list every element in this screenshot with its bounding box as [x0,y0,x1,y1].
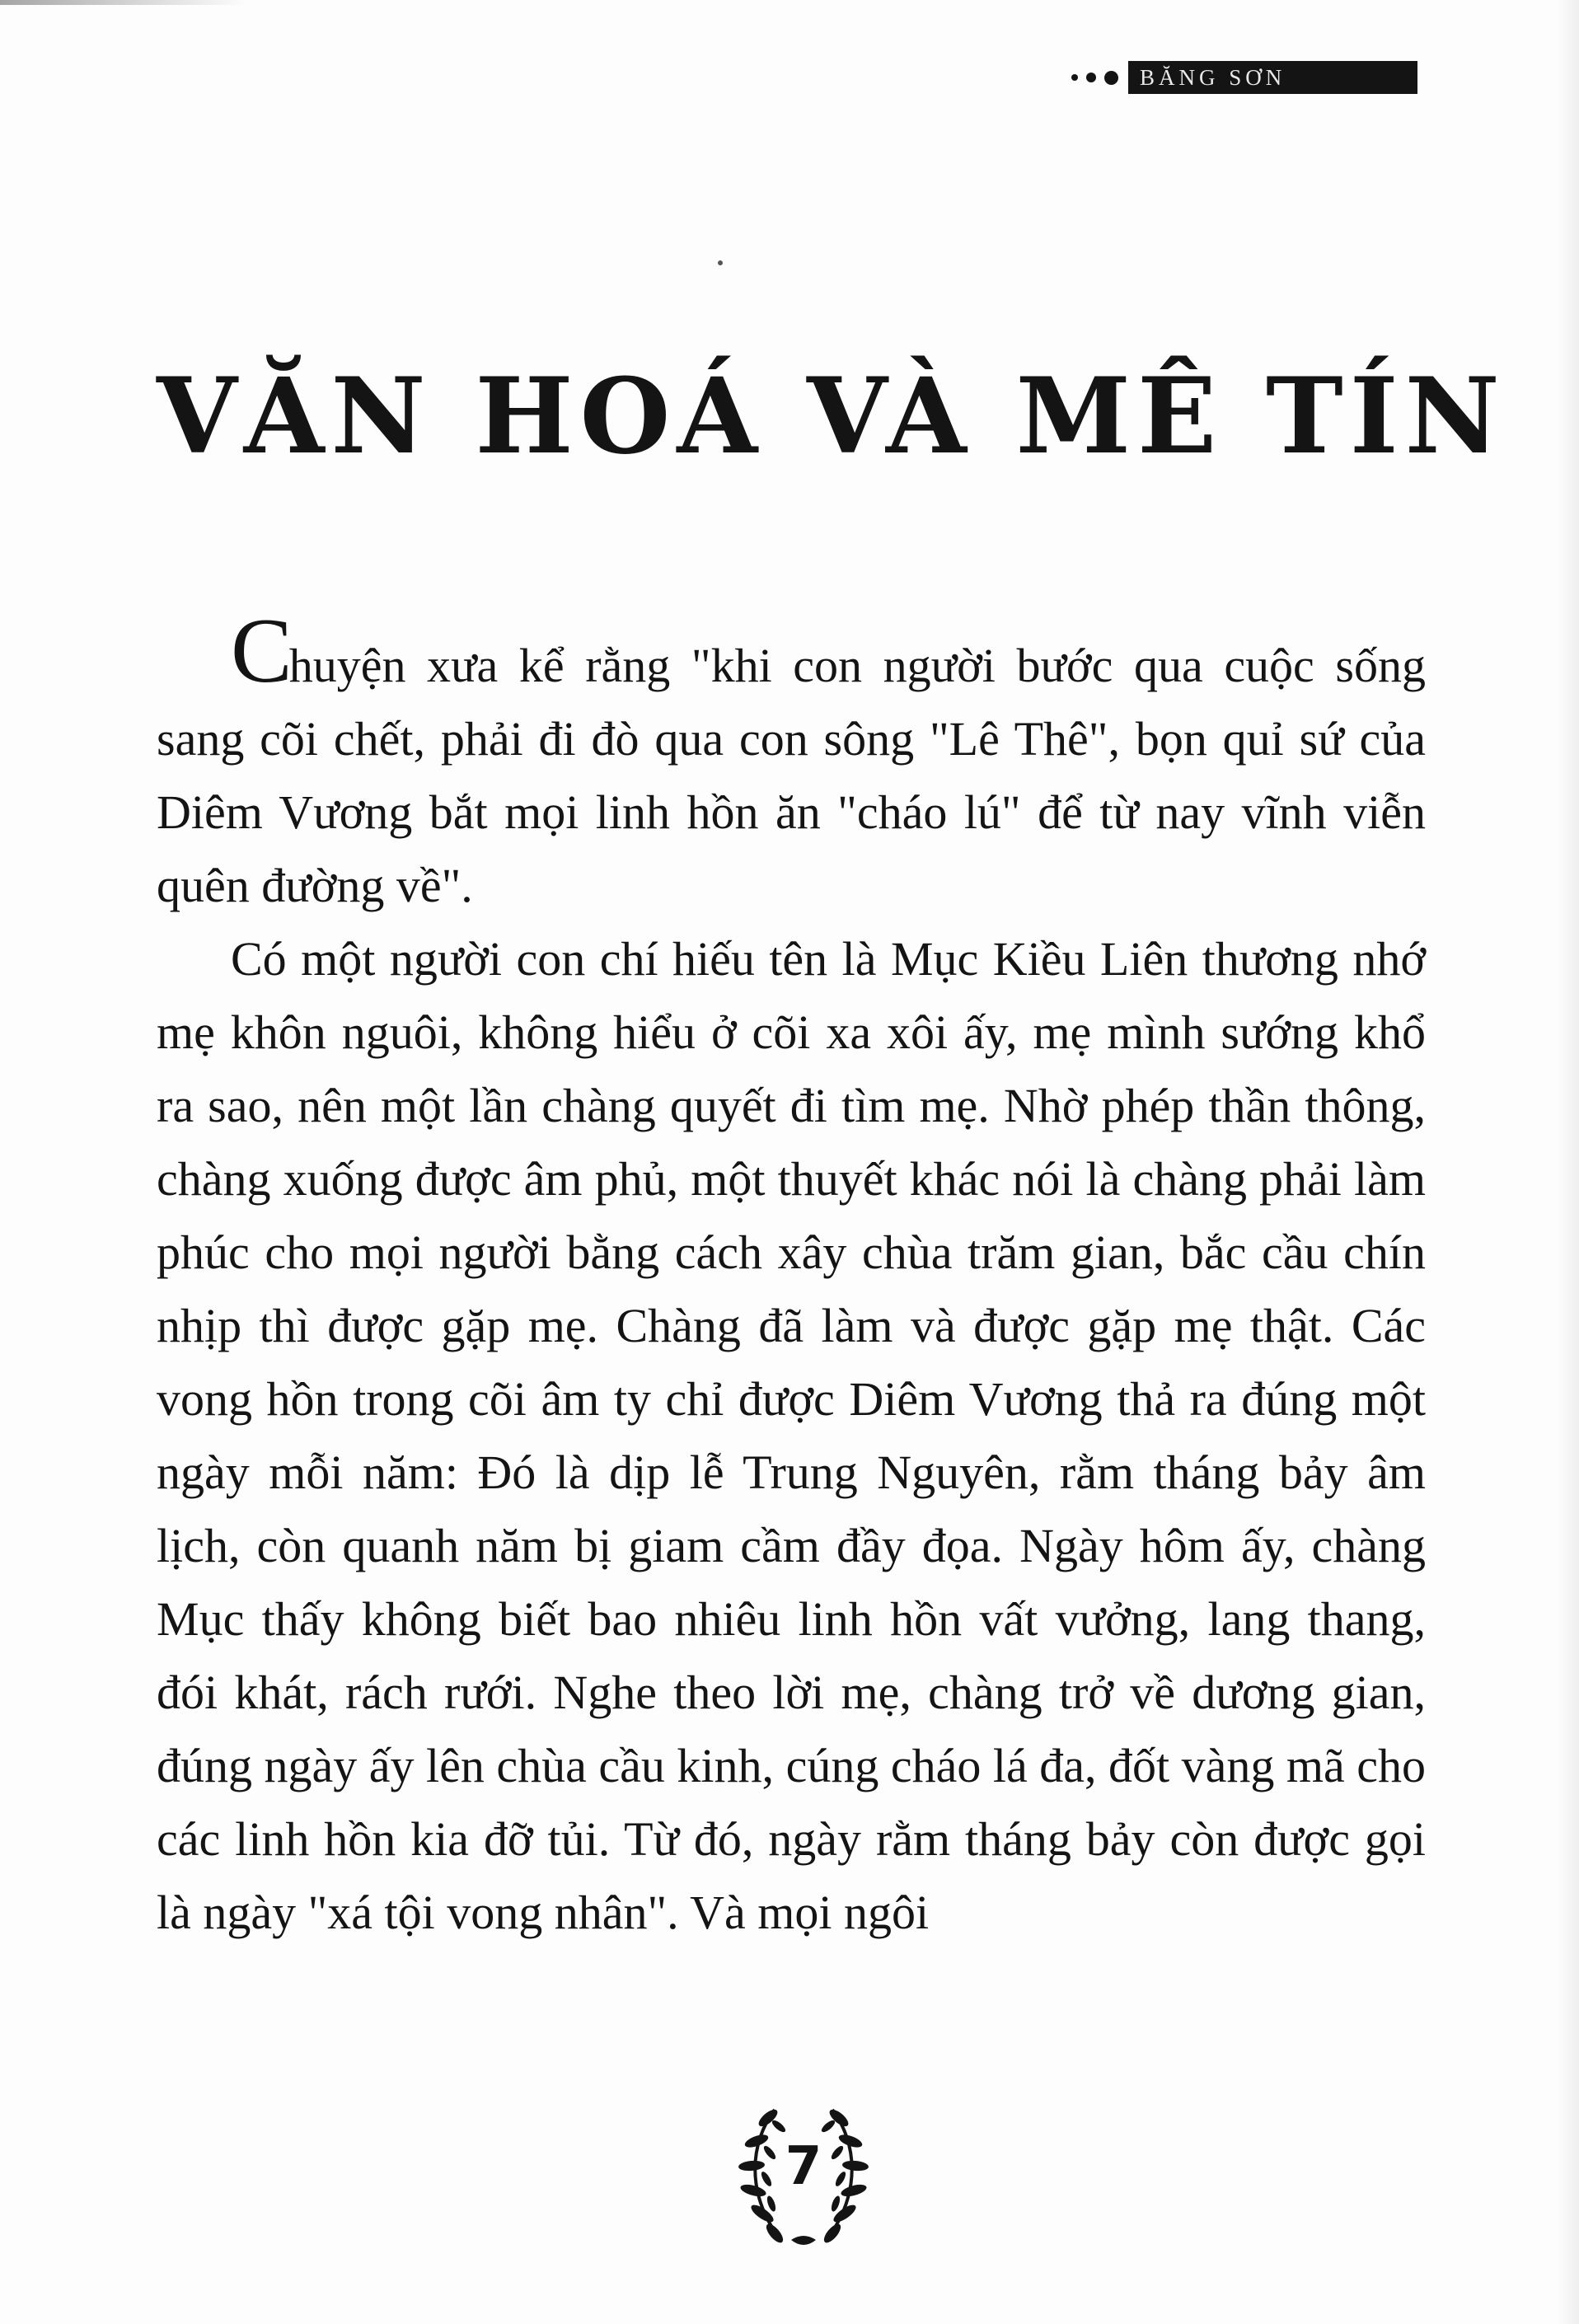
paragraph-1-text: huyện xưa kể rằng "khi con người bước qua cuộc sống sang cõi chết, phải đi đò qua con sông "Lê Thê", bọn quỉ sứ của Diêm Vương bắt mọi linh hồn ăn "cháo lú" để từ nay vĩnh viễn quên đường về". [157,639,1426,912]
scan-speck [718,260,723,265]
chapter-title: VĂN HOÁ VÀ MÊ TÍN [157,355,1506,477]
page-number: 7 [785,2136,822,2197]
header-author-name: BĂNG SƠN [1140,64,1286,90]
running-header [1071,59,1417,96]
ornament-dot-small [1071,74,1078,81]
folio [717,2093,890,2258]
paragraph-2: Có một người con chí hiếu tên là Mục Kiều Liên thương nhớ mẹ khôn nguôi, không hiểu ở cõi xa xôi ấy, mẹ mình sướng khổ ra sao, nên một lần chàng quyết đi tìm mẹ. Nhờ phép thần thông, chàng xuống được âm phủ, một thuyết khác nói là chàng phải làm phúc cho mọi người bằng cách xây chùa trăm gian, bắc cầu chín nhịp thì được gặp mẹ. Chàng đã làm và được gặp mẹ thật. Các vong hồn trong cõi âm ty chỉ được Diêm Vương thả ra đúng một ngày mỗi năm: Đó là dịp lễ Trung Nguyên, rằm tháng bảy âm lịch, còn quanh năm bị giam cầm đầy đọa. Ngày hôm ấy, chàng Mục thấy không biết bao nhiêu linh hồn vất vưởng, lang thang, đói khát, rách rưới. Nghe theo lời mẹ, chàng trở về dương gian, đúng ngày ấy lên chùa cầu kinh, cúng cháo lá đa, đốt vàng mã cho các linh hồn kia đỡ tủi. Từ đó, ngày rằm tháng bảy còn được gọi là ngày "xá tội vong nhân". Và mọi ngôi [157,932,1426,1939]
scan-edge-shadow [1556,0,1579,2324]
scan-edge-rule [0,0,247,5]
ornament-dot-large [1104,71,1118,85]
ornament-dot-medium [1086,73,1096,82]
drop-cap: C [231,600,289,702]
paragraph-1 [157,600,1426,922]
header-bar [1128,61,1417,94]
header-ornament-dots [1071,71,1118,85]
body-text [157,600,1426,1949]
